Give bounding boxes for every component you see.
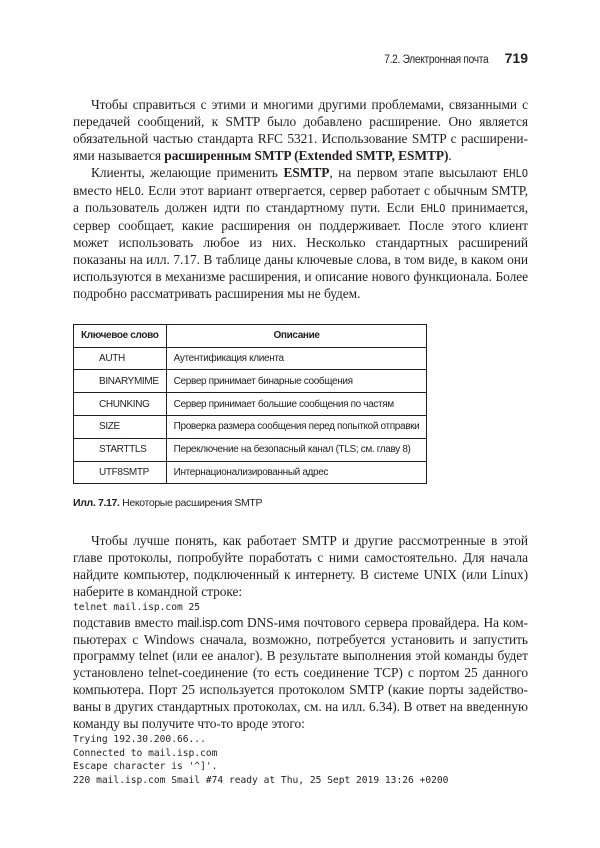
description-cell: Переключение на безопасный канал (TLS; см. главу 8) [166, 438, 427, 461]
keyword-cell: AUTH [74, 347, 167, 370]
table-row [74, 461, 427, 484]
table-row [74, 438, 427, 461]
paragraph-text: Чтобы лучше понять, как работает SMTP и другие рассмотренные в этой главе протоколы, попробуйте поработать с ними самостоятельно. Для начала найдите компьютер, подключенный к интернету. В системе UNIX (или Linux) наберите в командной строке: [73, 533, 528, 600]
page-number: 719 [504, 50, 528, 66]
keyword-cell: SIZE [74, 416, 167, 439]
description-cell: Сервер принимает большие сообщения по частям [166, 393, 427, 416]
inline-hostname: mail.isp.com [177, 615, 244, 630]
paragraph-text: подставив вместо [73, 614, 178, 630]
output-line: 220 mail.isp.com Smail #74 ready at Thu, 25 Sept 2019 13:26 +0200 [73, 774, 449, 786]
inline-code: HELO [115, 185, 141, 198]
paragraph-text: . [448, 147, 452, 163]
table-header-row [74, 324, 427, 347]
table-row [74, 393, 427, 416]
description-cell: Интернационализированный адрес [166, 461, 427, 484]
paragraph-try-smtp [73, 533, 528, 601]
description-cell: Проверка размера сообщения перед попыткой отправки [166, 416, 427, 439]
paragraph-esmtp-clients [73, 165, 528, 303]
description-cell: Аутентификация клиента [166, 347, 427, 370]
paragraph-text: Клиенты, желающие применить [91, 164, 284, 180]
paragraph-esmtp-intro [73, 97, 528, 165]
inline-code: EHLO [502, 167, 528, 180]
section-title: 7.2. Электронная почта [384, 54, 489, 66]
figure-label: Илл. 7.17. [73, 497, 120, 510]
keyword-cell: UTF8SMTP [74, 461, 167, 484]
telnet-command: telnet mail.isp.com 25 [73, 602, 201, 614]
inline-code: EHLO [420, 203, 446, 216]
column-header-keyword: Ключевое слово [74, 324, 167, 347]
table-row [74, 416, 427, 439]
table-row [74, 370, 427, 393]
spacer [73, 509, 528, 533]
output-line: Escape character is '^]'. [73, 761, 218, 773]
paragraph-text: DNS-имя почтового сервера провайдера. На компьютерах с Windows сначала, возможно, потребуется установить и запустить программу telnet (или ее аналог). В результате выполнения этой команды будет установлено telnet-соединение (то есть соединение TCP) с портом 25 данного компьютера. Порт 25 используется протоколом SMTP (какие порты задействованы в других стандартных протоколах, см. на илл. 6.34). В ответ на введенную команду вы получите что-то вроде этого: [73, 614, 528, 732]
bold-term: ESMTP [283, 164, 330, 180]
running-header [370, 50, 528, 66]
keyword-cell: BINARYMIME [74, 370, 167, 393]
paragraph-text: принимается, сервер сообщает, какие расширения он поддерживает. После этого клиент может использовать любое из них. Несколько стандартных расширений показаны на илл. 7.17. В таблице даны ключевые слова, в том виде, в каком они используются в механизме расширения, и описание нового функционала. Более подробно рассматривать расширения мы не будем. [73, 200, 528, 301]
page-content [73, 97, 528, 787]
table-row [74, 347, 427, 370]
keyword-cell: CHUNKING [74, 393, 167, 416]
figure-caption [73, 497, 528, 509]
description-cell: Сервер принимает бинарные сообщения [166, 370, 427, 393]
output-line: Trying 192.30.200.66... [73, 734, 206, 746]
output-line: Connected to mail.isp.com [73, 747, 218, 759]
paragraph-text: вместо [73, 182, 116, 198]
column-header-description: Описание [166, 324, 427, 347]
keyword-cell: STARTTLS [74, 438, 167, 461]
paragraph-text: . Если этот вариант отвергается, сервер работает с обычным SMTP, а пользователь должен идти по стандартному пути. Если [73, 182, 528, 216]
telnet-output [73, 733, 528, 787]
figure-caption-text: Некоторые расширения SMTP [119, 497, 263, 510]
smtp-extensions-table [73, 324, 427, 485]
bold-term: расширенным SMTP (Extended SMTP, ESMTP) [164, 147, 449, 163]
paragraph-text: Чтобы справиться с этими и многими другими проблемами, связанными с передачей сообщений, к SMTP было добавлено расширение. Оно является обязательной частью стандарта RFC 5321. Использование SMTP с расширениями называется [73, 97, 528, 163]
paragraph-text: , на первом этапе высылают [329, 164, 503, 180]
paragraph-telnet-explanation [73, 615, 528, 733]
